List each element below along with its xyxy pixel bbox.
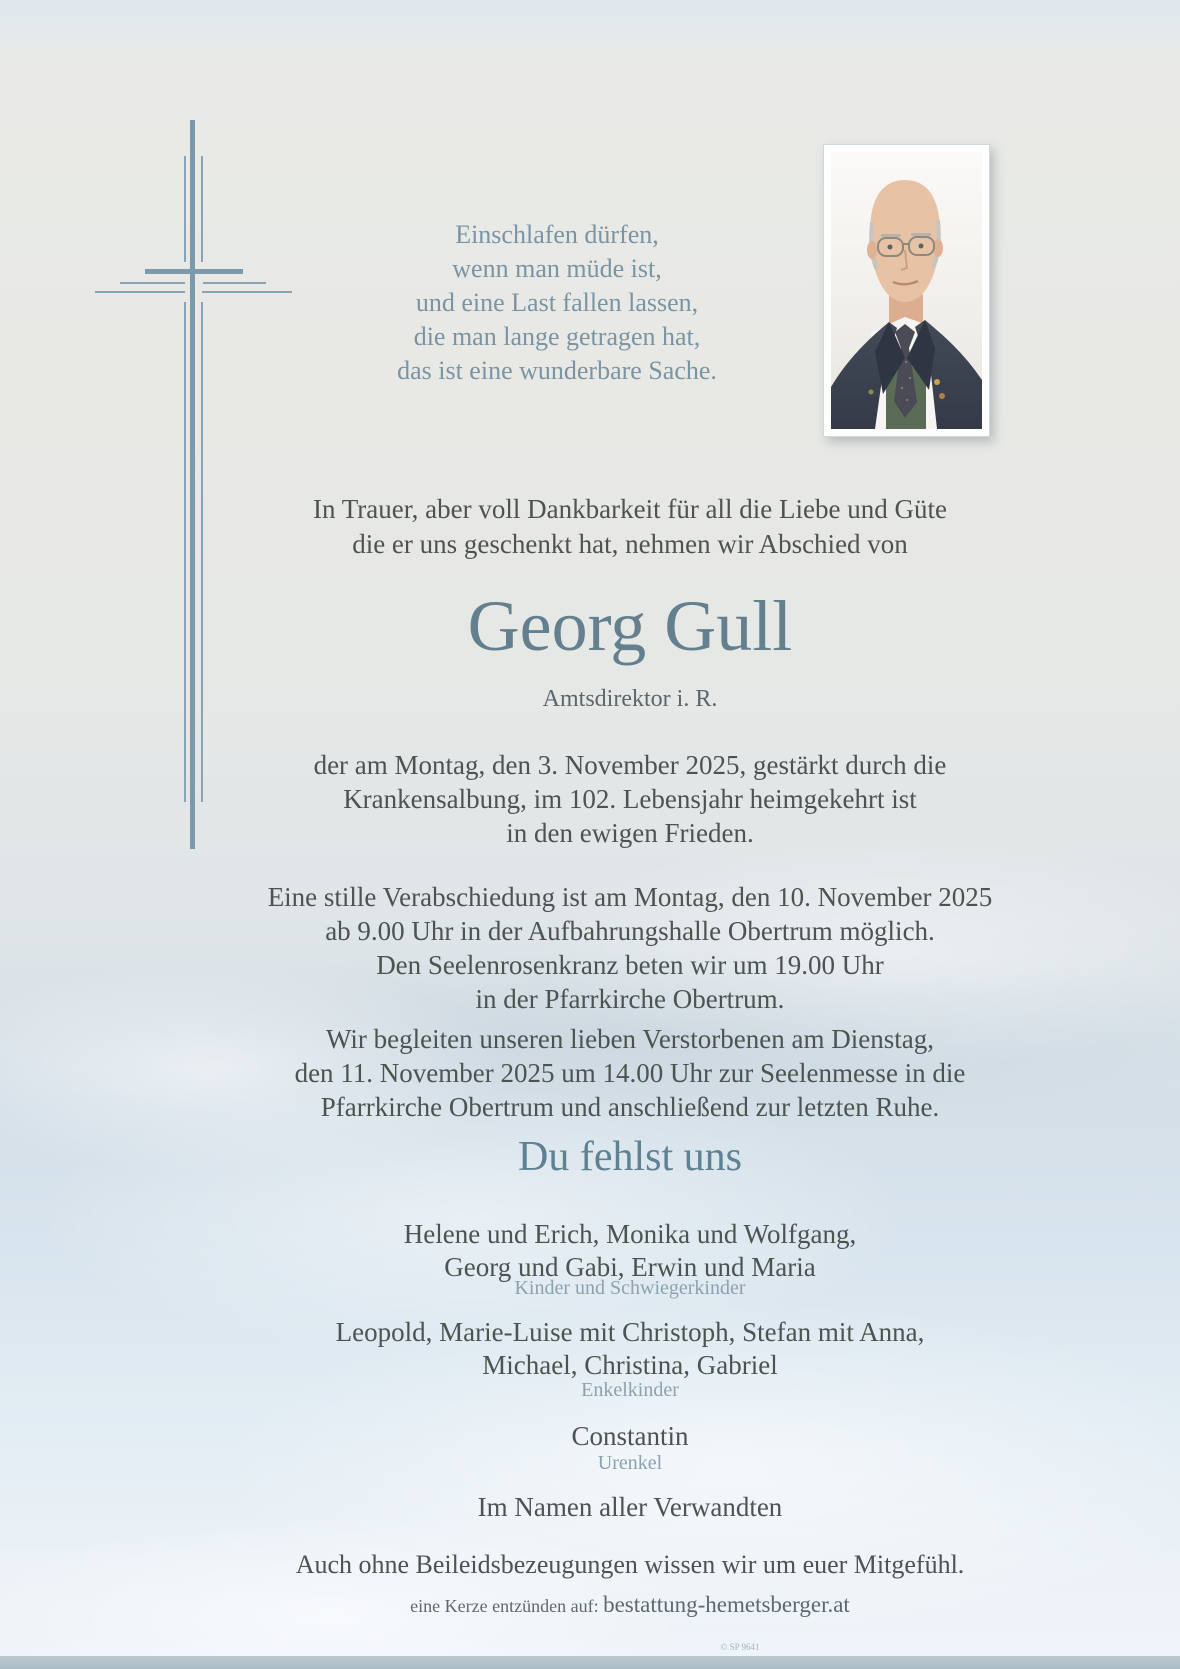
text-line: Eine stille Verabschiedung ist am Montag, den 10. November 2025 — [267, 882, 993, 912]
family-group-grandchildren — [80, 1316, 1180, 1382]
poem-line: das ist eine wunderbare Sache. — [397, 356, 717, 385]
poem-line: wenn man müde ist, — [452, 254, 662, 283]
funeral-details — [80, 1022, 1180, 1124]
family-names-line: Helene und Erich, Monika und Wolfgang, — [403, 1219, 857, 1249]
text-line: den 11. November 2025 um 14.00 Uhr zur Seelenmesse in die — [294, 1058, 966, 1088]
relation-label: Kinder und Schwiegerkinder — [514, 1277, 746, 1299]
intro-text — [80, 492, 1180, 562]
text-line: in den ewigen Frieden. — [506, 818, 754, 848]
family-names-line: Constantin — [571, 1421, 689, 1451]
farewell-heading: Du fehlst uns — [518, 1134, 742, 1180]
family-names-line: Michael, Christina, Gabriel — [482, 1350, 778, 1380]
text-line: Krankensalbung, im 102. Lebensjahr heimgekehrt ist — [343, 784, 917, 814]
family-group-children — [80, 1218, 1180, 1284]
text-line: der am Montag, den 3. November 2025, gestärkt durch die — [313, 750, 947, 780]
family-names-line: Georg und Gabi, Erwin und Maria — [444, 1252, 816, 1282]
funeral-home-website: bestattung-hemetsberger.at — [603, 1592, 850, 1617]
intro-line: die er uns geschenkt hat, nehmen wir Abschied von — [352, 529, 908, 559]
poem — [157, 218, 957, 388]
text-line: Den Seelenrosenkranz beten wir um 19.00 Uhr — [376, 950, 884, 980]
relation-label: Urenkel — [597, 1452, 663, 1474]
deceased-title: Amtsdirektor i. R. — [542, 686, 718, 712]
deceased-name: Georg Gull — [467, 586, 793, 666]
family-group-greatgrandchild — [80, 1420, 1180, 1453]
candle-prefix: eine Kerze entzünden auf: — [410, 1596, 599, 1616]
poem-line: die man lange getragen hat, — [413, 322, 701, 351]
bottom-band — [0, 1656, 1180, 1669]
poem-line: und eine Last fallen lassen, — [415, 288, 699, 317]
farewell-details — [80, 880, 1180, 1016]
text-line: ab 9.00 Uhr in der Aufbahrungshalle Obertrum möglich. — [325, 916, 935, 946]
relation-label: Enkelkinder — [581, 1379, 679, 1401]
closing-line: Im Namen aller Verwandten — [477, 1492, 783, 1522]
text-line: Wir begleiten unseren lieben Verstorbenen am Dienstag, — [326, 1024, 934, 1054]
text-line: in der Pfarrkirche Obertrum. — [475, 984, 785, 1014]
poem-line: Einschlafen dürfen, — [455, 220, 659, 249]
condolence-note: Auch ohne Beileidsbezeugungen wissen wir um euer Mitgefühl. — [295, 1550, 965, 1579]
intro-line: In Trauer, aber voll Dankbarkeit für all die Liebe und Güte — [313, 494, 947, 524]
family-names-line: Leopold, Marie-Luise mit Christoph, Stefan mit Anna, — [335, 1317, 925, 1347]
text-line: Pfarrkirche Obertrum und anschließend zur letzten Ruhe. — [320, 1092, 940, 1122]
footer — [80, 1592, 1180, 1618]
death-announcement — [80, 748, 1180, 850]
print-code: © SP 9641 — [720, 1642, 760, 1652]
